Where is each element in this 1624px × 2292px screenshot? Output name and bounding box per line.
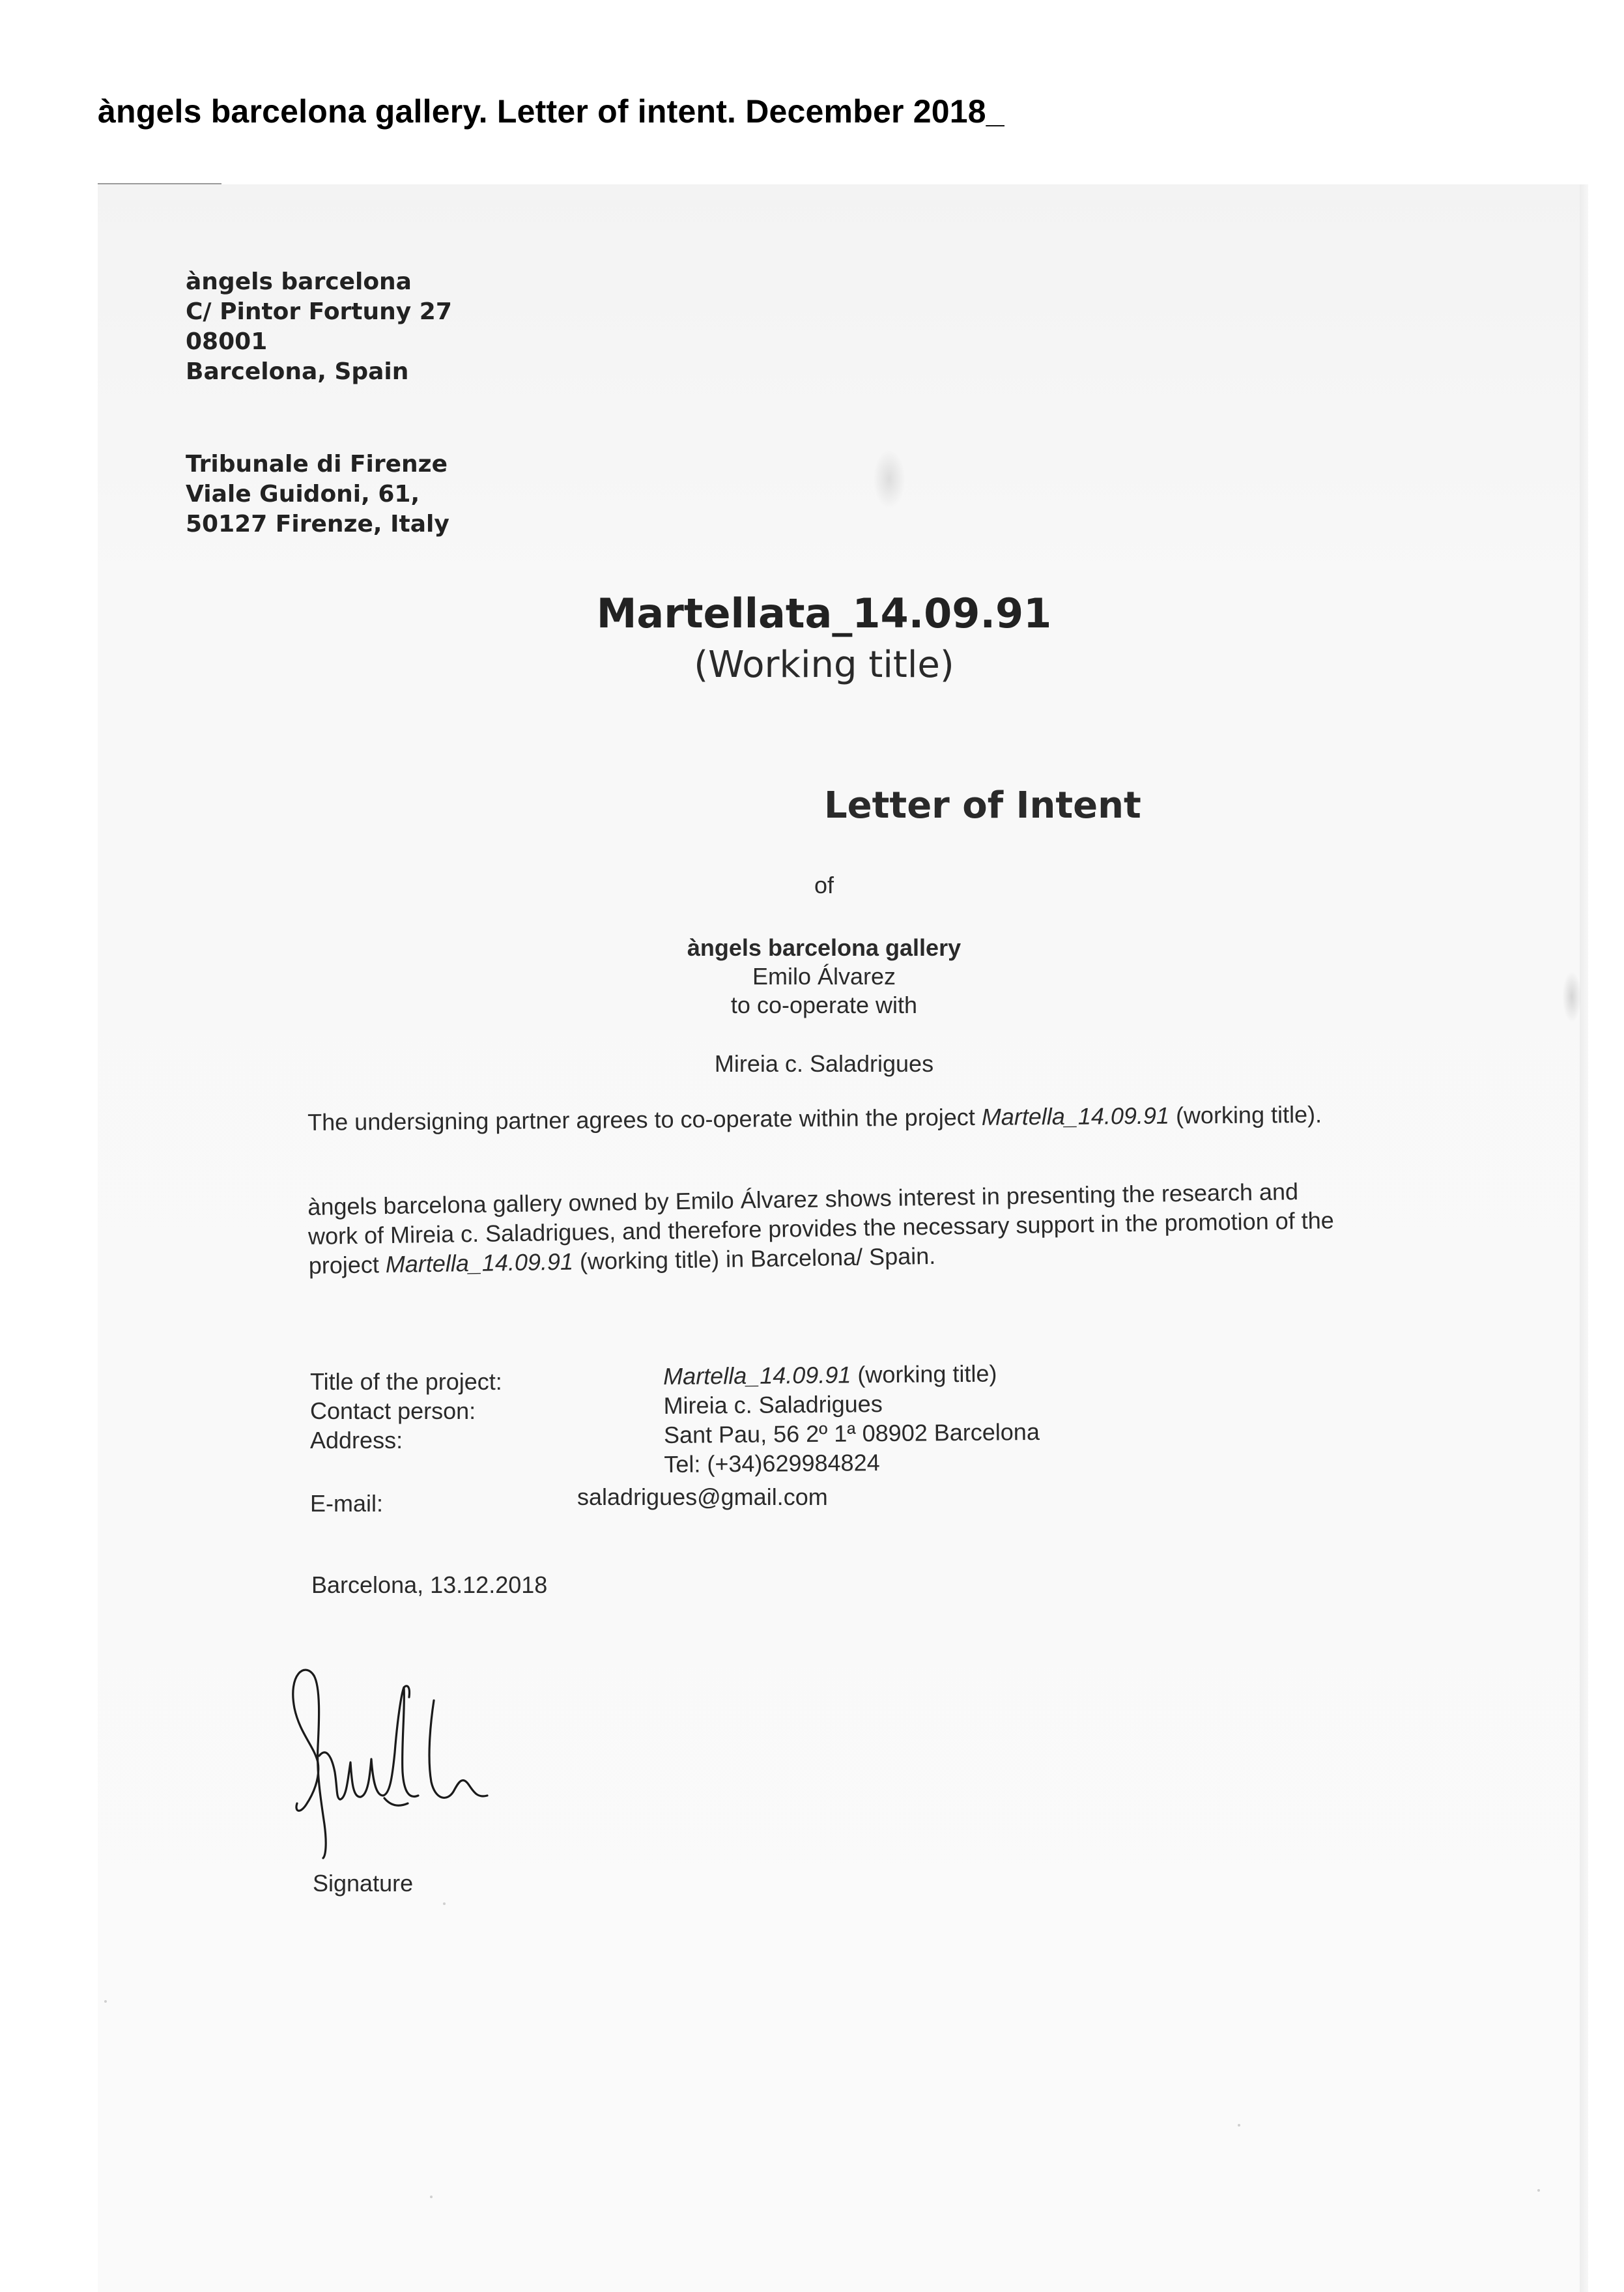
para1-project-name: Martella_14.09.91 [981,1102,1170,1130]
sender-address [186,267,452,387]
signature-caption: Signature [313,1870,414,1897]
letter-cooperate-text: to co-operate with [730,992,918,1018]
value-tel: Tel: (+34)629984824 [664,1449,880,1478]
recipient-line: Tribunale di Firenze [186,451,448,478]
value-title-project: Martella_14.09.91 [663,1361,851,1390]
place-date: Barcelona, 13.12.2018 [311,1571,548,1598]
handwritten-signature [280,1648,554,1863]
value-contact: Mireia c. Saladrigues [663,1390,883,1419]
details-labels [310,1367,502,1455]
scan-edge [1580,184,1588,2292]
scan-speck [430,2196,433,2198]
value-address: Sant Pau, 56 2º 1ª 08902 Barcelona [663,1418,1040,1448]
recipient-line: 50127 Firenze, Italy [186,511,449,537]
label-title: Title of the project: [310,1368,502,1395]
label-email: E-mail: [310,1490,384,1517]
scan-speck [104,2000,107,2003]
para2-text-end: (working title) in Barcelona/ Spain. [573,1242,936,1275]
value-title-rest: (working title) [851,1360,997,1388]
body-paragraph-2 [307,1176,1338,1280]
recipient-address [186,450,449,539]
sender-line: 08001 [186,328,268,355]
recipient-line: Viale Guidoni, 61, [186,481,420,508]
details-values [663,1358,1040,1479]
page-header-title: àngels barcelona gallery. Letter of intent. December 2018_ [98,93,1004,130]
letter-of-text: of [814,872,834,898]
project-title-text: Martellata_14.09.91 [596,590,1052,637]
value-email: saladrigues@gmail.com [577,1483,828,1510]
label-address: Address: [310,1427,403,1454]
value-title [663,1358,1039,1391]
letter-artist-text: Mireia c. Saladrigues [714,1050,934,1077]
scan-speck [1238,2124,1240,2127]
para2-project-name: Martella_14.09.91 [385,1248,574,1278]
sender-line: C/ Pintor Fortuny 27 [186,298,452,325]
scan-smudge [1562,971,1582,1023]
sender-line: Barcelona, Spain [186,358,409,385]
letter-owner-text: Emilo Álvarez [752,963,896,990]
scan-speck [1537,2189,1540,2192]
para1-text-end: (working title). [1169,1100,1322,1129]
scan-smudge [873,450,905,508]
letter-heading-text: Letter of Intent [824,784,1141,827]
letter-gallery-text: àngels barcelona gallery [687,934,962,961]
label-contact: Contact person: [310,1397,476,1424]
para1-text: The undersigning partner agrees to co-operate within the project [307,1103,982,1136]
project-subtitle-text: (Working title) [694,644,954,686]
sender-line: àngels barcelona [186,268,412,295]
para2-text: àngels barcelona gallery owned by Emilo Álvarez shows interest in presenting the research and work of Mireia c. Saladrigues, and therefore provides the necessary support in the promotion of the project [307,1178,1335,1279]
scan-speck [443,1902,446,1905]
